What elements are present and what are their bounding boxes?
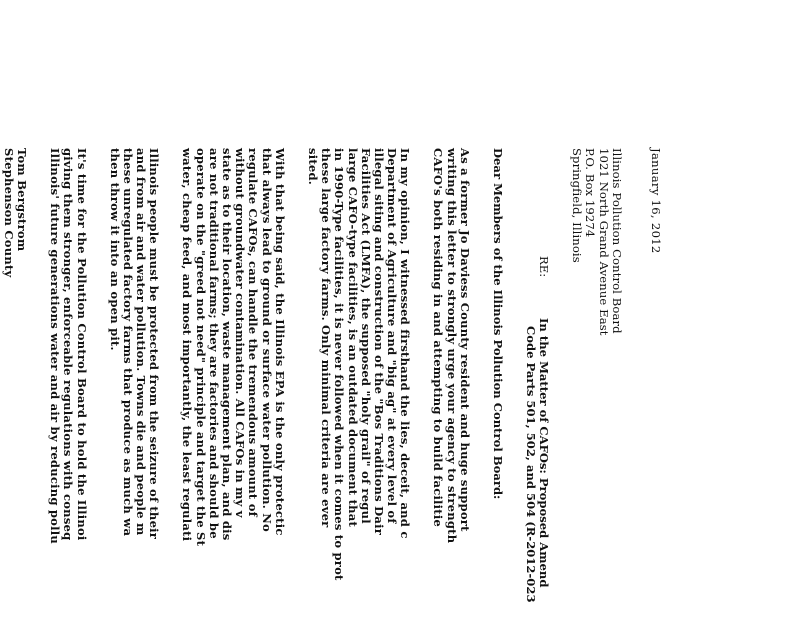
paragraph-line: large CAFO-type facilities, is an outdated document that	[345, 148, 360, 528]
paragraph-line: water, cheap feed, and most importantly, the least regulati	[180, 148, 195, 542]
paragraph-line: Illinois people must be protected from the seizure of their	[147, 148, 162, 540]
recipient-line-3: P.O. Box 19274	[583, 148, 598, 238]
paragraph-line: giving them stronger, enforceable regulations with conseq	[61, 148, 76, 541]
paragraph-line: in 1990-Type facilities, it is never followed when it comes to prot	[332, 148, 347, 581]
paragraph-5	[48, 148, 88, 618]
paragraph-line: these unregulated factory farms that produce as much wa	[120, 148, 135, 537]
paragraph-line: regulate CAFOs, can handle the tremendous amount of	[246, 148, 261, 517]
subject-line-1: In the Matter of CAFOs: Proposed Amend	[537, 318, 552, 588]
paragraph-4	[108, 148, 161, 618]
paragraph-line: In my opinion, I witnessed firsthand the lies, deceit, and c	[398, 148, 413, 539]
paragraph-line: without groundwater contamination. All CAFOs in my v	[233, 148, 248, 518]
signature-name: Tom Bergstrom	[15, 148, 29, 252]
paragraph-3	[180, 148, 286, 618]
paragraph-line: CAFO's both residing in and attempting to build facilitie	[431, 148, 446, 528]
salutation: Dear Members of the Illinois Pollution Control Board:	[491, 148, 506, 500]
paragraph-line: that always lead to ground or surface water pollution. No	[259, 148, 274, 532]
paragraph-line: Facilities Act (LMFA), the supposed "holy grail" of regul	[358, 148, 373, 524]
paragraph-1	[431, 148, 471, 618]
paragraph-line: writing this letter to strongly urge your agency to strength	[444, 148, 459, 544]
recipient-line-4: Springfield, Illinois	[570, 148, 585, 263]
paragraph-line: With that being said, the Illinois EPA is the only protectic	[272, 148, 287, 536]
paragraph-line: As a former Jo Daviess County resident and huge support	[457, 148, 472, 532]
subject-label: RE:	[537, 256, 552, 278]
paragraph-line: It's time for the Pollution Control Board to hold the Illinoi	[74, 148, 89, 541]
paragraph-line: Illinois' future generations water and air by reducing pollu	[48, 148, 63, 544]
subject-line-2: Code Parts 501, 502, and 504 (R-2012-023	[524, 326, 539, 603]
subject-block	[524, 148, 550, 618]
paragraph-line: and from air and water pollution. Towns die and people m	[134, 148, 149, 536]
paragraph-line: then throw it into an open pit.	[107, 148, 122, 351]
paragraph-line: these large factory farms. Only minimal criteria are ever	[319, 148, 334, 528]
signature-county: Stephenson County	[1, 148, 16, 278]
paragraph-line: Department of Agriculture and "big ag" at every level of	[385, 148, 400, 524]
paragraph-line: state as to their location, waste management plan, and dis	[220, 148, 235, 541]
letter-date: January 16, 2012	[649, 148, 663, 254]
recipient-line-2: 1021 North Grand Avenue East	[596, 148, 611, 336]
paragraph-line: sited.	[306, 148, 320, 186]
paragraph-2	[306, 148, 412, 618]
letter-body	[2, 148, 662, 618]
recipient-line-1: Illinois Pollution Control Board	[609, 148, 624, 334]
paragraph-line: illegal siting and construction of the "Bos Traditions Dair	[371, 148, 386, 536]
paragraph-line: operate on the "greed not need" principle and target the St	[193, 148, 208, 547]
paragraph-line: are not traditional farms; they are factories and should be	[206, 148, 221, 539]
